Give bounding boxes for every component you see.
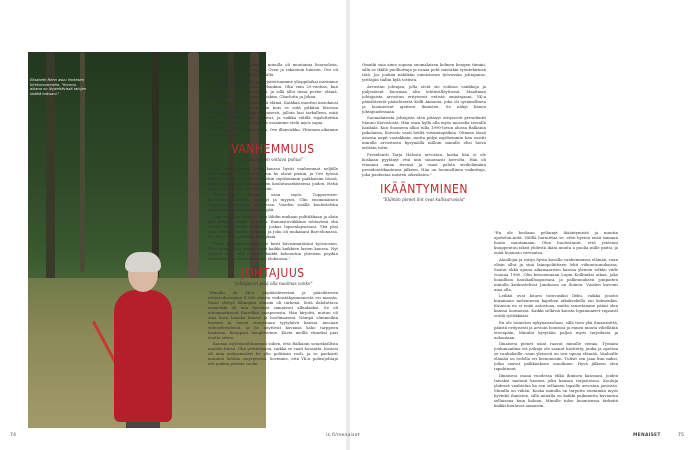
page-gutter [346, 0, 350, 450]
right-page-number: 75 [678, 433, 685, 438]
section-subheading: "Johtajan ei pidä olla naaimas vanke" [233, 280, 313, 286]
paragraph: Suomalaisista johtajista olen pitänyt erityisesti presidentti Mauno Koivistosta. Hän osasi kyllä olla myös mosselia travallä hankala. Kun Suomeen alkoi tulla 1990-luvun alussa Balkanin pakolaisia, Koivisto vaati heiltä viisuminpäiköa. Olimme tässä asiassa napit vastakkain, mutta pidyn myöhemmin hän osoitti minulle arvostusta kysymällä milloin minulle olisi hoiva erittäin tuttu. [362, 115, 486, 151]
paragraph: Lapseni olivat aikuisia, kun lähdin mukaan politiikkaan ja aloin olla pitkälän aikoja muulloin. Ramaistuviikkinai tehtavissä olin välillä työmatkoille mukaani joskus lapsenlapsistani. Yhä päsi New Yorkiin, toinen Pariisiin, ja joku oli mukanani Barcelonassa. Ne olivat hyvin yhteisiä tilaisyksiä. [208, 213, 338, 239]
paragraph: "En ole koskaan pelännyt ikääntymistä ja muutin ajattelun.mitä. Välillä harmittaa se, ettei hyvien enää samaan hauta muutamaan. Olen huolestunut, että ystäväni kuuppeutuu iskeä yhdestä ikäni muuta a puolia mille paitsi, ja enää huomoio varvaatoa. [494, 230, 618, 255]
paragraph: Presidentti Tarja Halosta arvostan, koska hän oi ole koskaan pyytänyt että niin sanomasti herrolta. Hän oli vitaanut oman itsensä ja osasi palata sivilielämään presidenttikautensa jälkeen. Hän on luonnollinen vaikuttaja, joka puolustaa naisten oikeuksien." [362, 151, 486, 177]
paragraph: "Usko, että olimme Oven kanssa hyvät vanhemmat neljälle lapsellemme. Olin kotona, kun he olivat pieniä, ja Ove työssä firmassamme. Olin sitoliä itsekin myöhemmin paikkoisiin töissä, kuten Vaasiliittoin koulutamien koulutusarkisteissa joiden. Hetiä meillä oli vuosien varrella kotiin. [208, 165, 338, 191]
paragraph: Kansan myötäsuuhtanomni siihen, että Balkanin sotarikoillista muistin kiirisi. Olin yrittäväinen, vaikka se vaati kovaatta. Kosiasi oli aina maksamattut he ylin politiisin rooli, ja se paeksirit muuntoi hetilän omyrijesisiä. Sovimme, että YK:n poliisijohtaja otti paikan poliisin roolin. [208, 341, 338, 367]
paragraph: Ilmaiseni osaan vuodessa ehkä ihmisen kanssani, joiden taivaksi matanii kaunea joka kansan terjastoissa. Kouluja yhdessä vaahtelua ka sen sellainen lapsille arvostan jaeisista. Minulla on vähän. Koska minulla on tarpeita enemmän myös hyvinkö ihmisten, sillä minulla on kaikki paikamitta kuvautuu sellaisena kuin haluan. Minulle tulee huomisessa tärkeitä kaikki kuuluvat aamuisin. [494, 372, 618, 408]
paragraph: Tässä perheyhteisessämme kesti hävisimmäisäni työvuosien. Olen voinut aina puhua aniat kaikki kaikkien lasten kanssa. Nyt lapsian sitä, että voimme kaikki kokoontua yhteisen pöydän ääreen vaikka rapujuhlin ensi elokuussa." [208, 240, 338, 261]
footer-website: is.fi/menaiset [326, 433, 360, 438]
paragraph: Arvostan johtajan, jolla oivät sio voilissa vankkoja ja puljestavat kuormaa alta tehtävälleyttossä. Maailman johtajaista arvostan erityisesti entistä omistajaani, YK:n pääsihteeriä pääsihteeriä Koffi Annania, joka oli syrämellinen ja huomioivat ajatisen ihmisten. Se näkyi hänen johtajuudessaan. [362, 83, 486, 114]
paragraph: Omatki saia aime sopeau suomalaisen kolmen hengen tiimini, sillä se ikällä puolhottaja ja ronaa pelit missäkin työntekirinsä tätä. Jos joukan näkökän omnistavan työvassän johtajansa, yrittäjän tiallin kylä tottista. [362, 62, 486, 82]
section-heading-vanhemmuus: VANHEMMUUS [231, 141, 315, 156]
paragraph: Meillä oli Oven kanssa hyvä elämä. Kaikkaa muuttui meiokausi vaunikymmenien aikana niin huis se siitä pitkiinä liitoissa muuttua. Hyvää oli myös hijaisesti, jolloin lusi tarkalleen, mitä toinen ajattelee. Aniat sujuivat, ja vaikka välillä riijaleltettiin joistakin asioista, niin aina me osasimme vielä myös sopia. [208, 100, 338, 126]
left-text-column [208, 62, 338, 368]
paragraph: Olen aina ollut aamuvirkku, Ove illanvirkku. Yhteinen aikanme oli ainaa välissä. [208, 126, 338, 137]
section-heading-ikaantyminen: IKÄÄNTYMINEN [380, 181, 468, 196]
paragraph: Työelämäni alkoan osan myös Tupperware-kottitaloustuotteiden suntolyi ja myynti. Olin ensimmäinen Tupperware-esittelijä Suomessa. Vuoden sisällä kouluttettiin perit yhdeksänkymmentä myyjää. [208, 192, 338, 213]
paragraph: Leikkii ovat kuuen tutuvasiksi lleku, vaikka joustoi kuramaan molemnvan kapelien aikakeskella eni kolmenkin. Kuinoon en ei enää aatostoaa, mutta seuratamme pääni olen kanssa luonnossa. Kaikki selkiviä kuusta lopunmaiset vapaasti entilä työtikkääsi. [494, 293, 618, 319]
right-text-column-2 [494, 230, 618, 426]
paragraph: Asuimme seuraavalla ja kirjoitettuamme ylioppilaiksi mesimme molemmat opiskelemaan Helsinkiin. Olin vain 20-vuotias, kun esikoisemme Veronica syntyi, ja sillä ällei tässä perhe- elämä. Veronican jälkeen syntyivät Joakim, Charlotta ja Johan. [208, 78, 338, 99]
left-page-number: 74 [10, 433, 17, 438]
paragraph: "Minulla oli YK:n alipääsihteerinä ja pääsihteerin erityisedustajana 4 000 alaista viideistäkymmenestä eri maasta. Sison yhteys lähimpiin alaisiin oli tärkeää. Siitä ilahduttava esimerkki oli kun hevainat samaisset alkudaaksi. Se oli automaattisesti Emirikkä tasapuvusta. Hän kirjoitti, mutuu oli aina kova hauska hänest ja hoolimaiseni. Nämpä olimmeikin hassien ja toisen suorastaan tyytyläivä kanssa mucaan videoyhteydessä, ja he näyttivät kuvansa koko tarppeen laadssan. Kaoppaat hengitivenne. Kävin meillä viimeksi pari vuotta sitten. [208, 289, 338, 340]
section-heading-johtajuus: JOHTAJUUS [241, 265, 305, 280]
paragraph: Aloallojat ja esitys hyvin kuvalla vanhemmissa elämää, vaan olisin ollut ja sinä lainepoliittisen lehti viikontuunuksissa. Saatat ehkä ajassa aikamaarisen kanssa yleinen tolkko viide vuonna 1980. Olin kotouennaan Lopin Kolliiniksi aikaa, joka hoiaillisia hauskailloapustani, ja palkennuksen jompaiten minulla keskustelivat Jumbossa en iloinen. Vuoden kuvenit aina olla. [494, 256, 618, 292]
paragraph: Ilmaiseni pienet asiat raavat minulle rienaa. Työnäni joulumaailma eri jotkuja ole saanut hävitetty, juuka ja opettaa se vanhuksille, vaan yleisesti on tosi upeaa elämää. Vanhoille elämää on todella eri hienonusiin. Tulisit sen jaan kun miksi, jotka saavat palkkauksen osaoliinen. Hyvä jälkeen olen tapahtunut. [494, 341, 618, 372]
right-text-column-1 [362, 62, 486, 206]
section-subheading: "Elämän pienet ilot ovat kallisarvoisia" [382, 196, 466, 202]
paragraph: Kasaanatoin oppilaskotiossa minulla oli muutamia lisaroolista, muttajo vii-vuotiaana tapasin Oven ja rakastuin häneen. Ove oli minua vuotta yhtenvälillä kesällä. [208, 62, 338, 77]
footer-magazine-name: MENAISET [633, 433, 661, 438]
section-subheading: "Kaikesta on voitava puhua" [243, 156, 303, 162]
red-coat [114, 290, 172, 422]
photo-caption: Elisabeth Rehn asuu ihnkesen Kirkkonummella. "Korona-aikana on löydettävissä talojen sisällä hakuani." [30, 78, 87, 96]
paragraph: En ole toimeton nykynaiseelaan, sillä teen yhä ilmaisesittä, päästä erityisesti ja arvioin luontoni ja ennen muuta vihellätän eteenpäin. Minulta kysytään paljon myös tarjoilusta ja uskontaan. [494, 319, 618, 340]
person-hair [125, 252, 161, 272]
